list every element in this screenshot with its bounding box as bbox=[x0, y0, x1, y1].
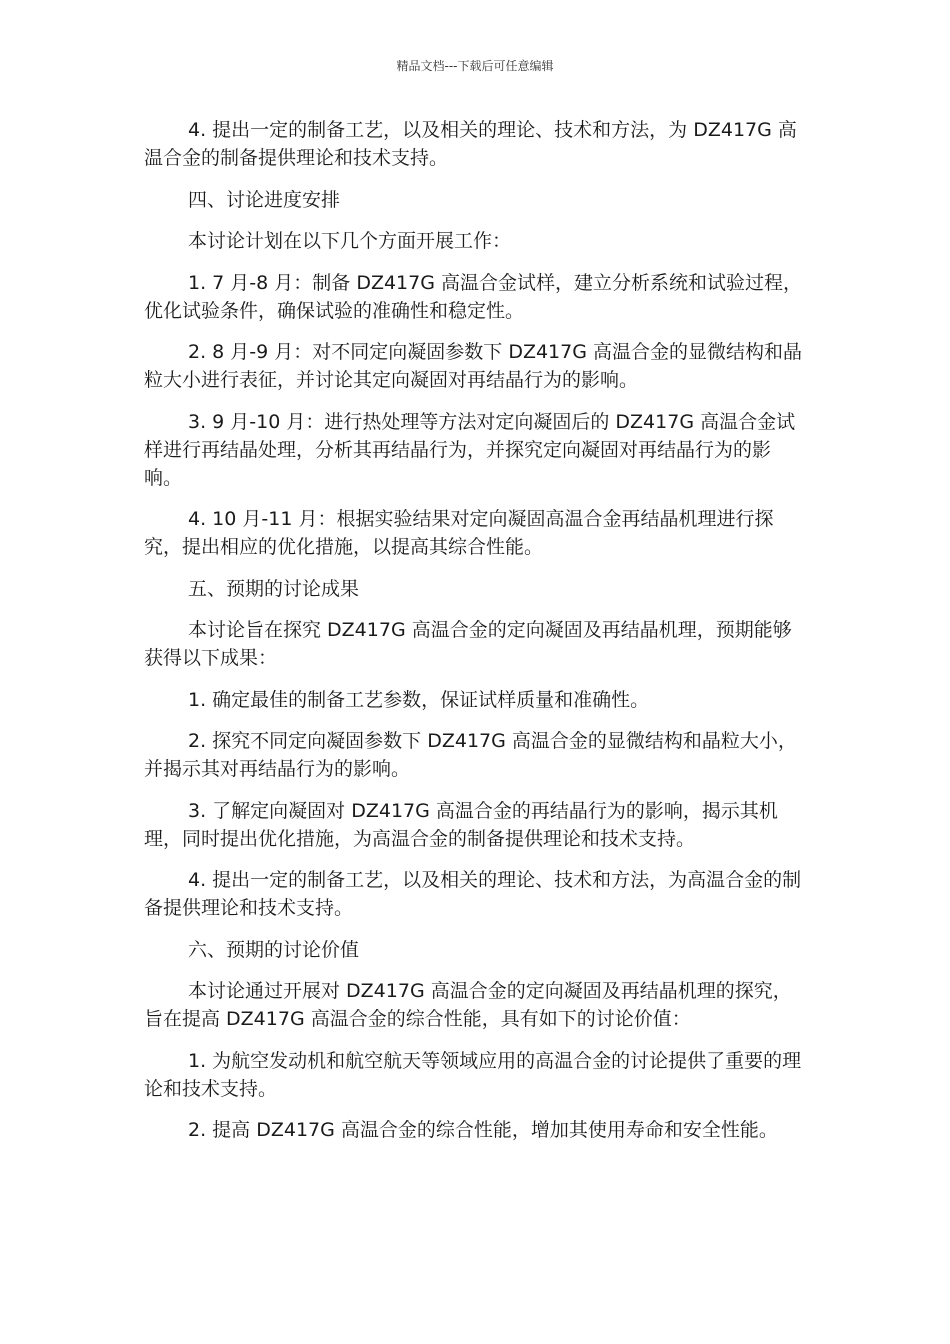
section-heading-results: 五、预期的讨论成果 bbox=[188, 577, 360, 600]
section-heading-value: 六、预期的讨论价值 bbox=[188, 938, 360, 961]
results-item-2: 2. 探究不同定向凝固参数下 DZ417G 高温合金的显微结构和晶粒大小，并揭示其对再结晶行为的影响。 bbox=[144, 730, 797, 780]
paragraph-results-intro: 本讨论旨在探究 DZ417G 高温合金的定向凝固及再结晶机理，预期能够获得以下成果： bbox=[144, 619, 792, 669]
paragraph-value-intro: 本讨论通过开展对 DZ417G 高温合金的定向凝固及再结晶机理的探究，旨在提高 DZ417G 高温合金的综合性能，具有如下的讨论价值： bbox=[144, 980, 792, 1030]
page-header-watermark: 精品文档---下载后可任意编辑 bbox=[396, 59, 554, 73]
schedule-item-4: 4. 10 月-11 月：根据实验结果对定向凝固高温合金再结晶机理进行探究，提出相应的优化措施，以提高其综合性能。 bbox=[144, 508, 774, 558]
value-item-2: 2. 提高 DZ417G 高温合金的综合性能，增加其使用寿命和安全性能。 bbox=[188, 1119, 778, 1141]
section-heading-schedule: 四、讨论进度安排 bbox=[188, 188, 341, 211]
schedule-item-2: 2. 8 月-9 月：对不同定向凝固参数下 DZ417G 高温合金的显微结构和晶粒大小进行表征，并讨论其定向凝固对再结晶行为的影响。 bbox=[144, 341, 802, 391]
schedule-item-1: 1. 7 月-8 月：制备 DZ417G 高温合金试样，建立分析系统和试验过程，优化试验条件，确保试验的准确性和稳定性。 bbox=[144, 271, 802, 322]
schedule-item-3: 3. 9 月-10 月：进行热处理等方法对定向凝固后的 DZ417G 高温合金试样进行再结晶处理，分析其再结晶行为，并探究定向凝固对再结晶行为的影响。 bbox=[144, 410, 796, 489]
paragraph-item-4-conclusion: 4. 提出一定的制备工艺，以及相关的理论、技术和方法，为 DZ417G 高温合金的制备提供理论和技术支持。 bbox=[144, 119, 797, 169]
paragraph-schedule-intro: 本讨论计划在以下几个方面开展工作： bbox=[188, 230, 512, 252]
results-item-4: 4. 提出一定的制备工艺，以及相关的理论、技术和方法，为高温合金的制备提供理论和技术支持。 bbox=[144, 869, 802, 919]
document-body bbox=[144, 116, 806, 1158]
value-item-1: 1. 为航空发动机和航空航天等领域应用的高温合金的讨论提供了重要的理论和技术支持。 bbox=[144, 1049, 802, 1100]
results-item-1: 1. 确定最佳的制备工艺参数，保证试样质量和准确性。 bbox=[188, 688, 650, 711]
results-item-3: 3. 了解定向凝固对 DZ417G 高温合金的再结晶行为的影响，揭示其机理，同时提出优化措施，为高温合金的制备提供理论和技术支持。 bbox=[144, 799, 778, 850]
